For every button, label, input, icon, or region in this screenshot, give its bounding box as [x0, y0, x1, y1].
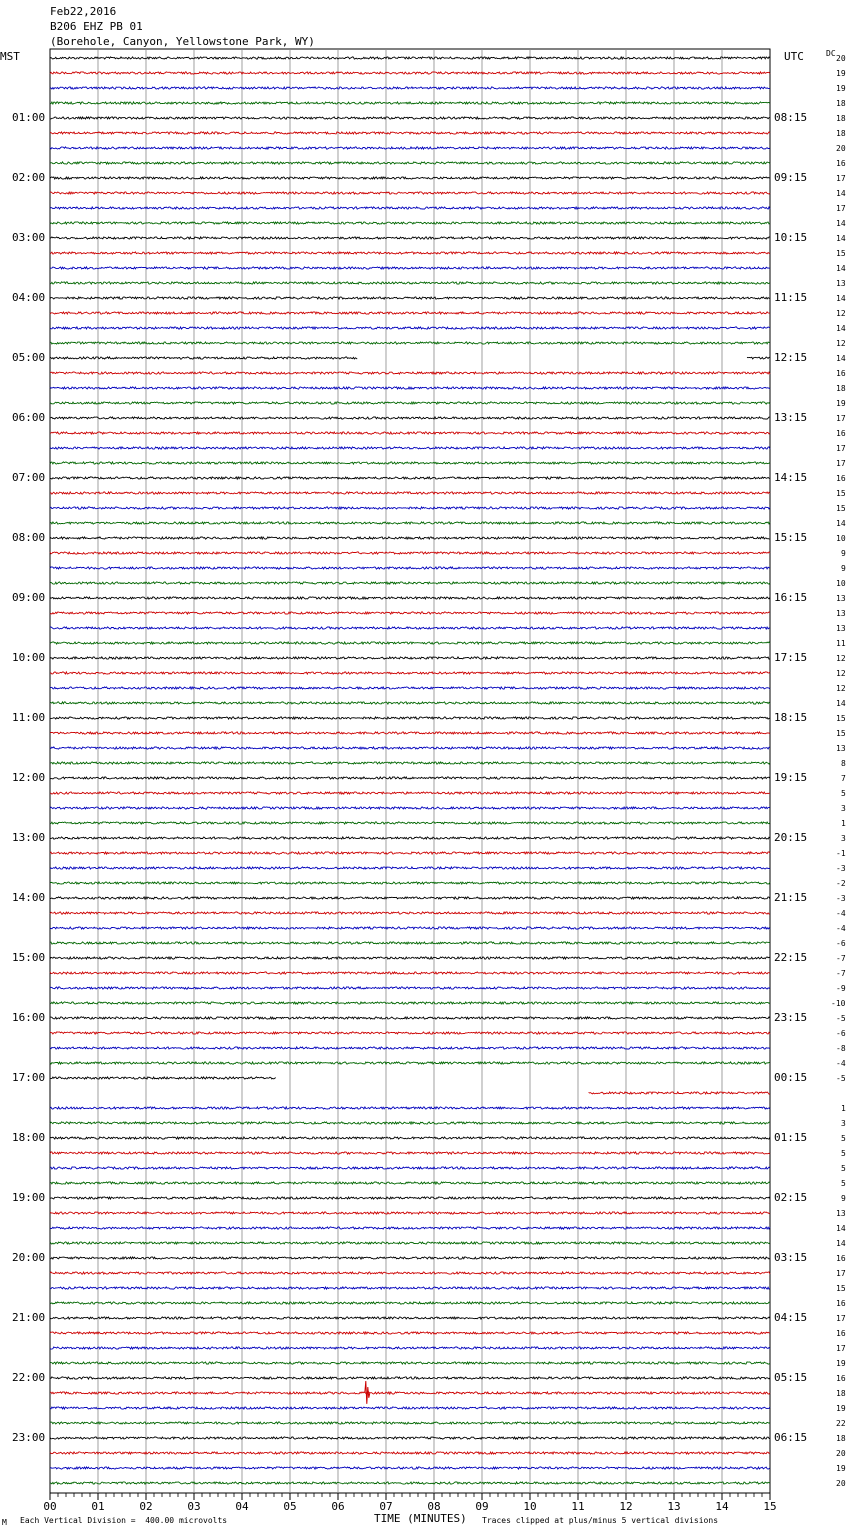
dc-offset-value: 17 [836, 1344, 846, 1353]
dc-offset-value: -9 [836, 984, 846, 993]
dc-offset-value: -5 [836, 1014, 846, 1023]
trace-line [50, 117, 770, 119]
trace-line [50, 687, 770, 689]
trace-line [50, 657, 770, 659]
trace-line [50, 1392, 770, 1394]
trace-line [50, 417, 770, 419]
dc-offset-value: 17 [836, 444, 846, 453]
trace-line [50, 1482, 770, 1484]
hour-label-mst: 13:00 [12, 831, 46, 844]
hour-label-mst: 15:00 [12, 951, 46, 964]
dc-offset-value: 12 [836, 684, 846, 693]
trace-line [50, 1107, 770, 1109]
hour-label-utc: 16:15 [774, 591, 808, 604]
dc-offset-value: 18 [836, 1434, 846, 1443]
x-tick-label: 05 [283, 1500, 297, 1513]
trace-line [50, 837, 770, 839]
trace-line [50, 1437, 770, 1439]
trace-line [50, 1347, 770, 1349]
dc-offset-value: 20 [836, 144, 846, 153]
dc-offset-value: 17 [836, 174, 846, 183]
x-tick-label: 00 [43, 1500, 57, 1513]
hour-label-mst: 07:00 [12, 471, 46, 484]
dc-offset-value: 14 [836, 264, 846, 273]
trace-line [50, 927, 770, 929]
hour-label-utc: 00:15 [774, 1071, 808, 1084]
hour-label-mst: 11:00 [12, 711, 46, 724]
dc-offset-value: 14 [836, 354, 846, 363]
trace-line [50, 372, 770, 374]
dc-offset-value: 15 [836, 249, 846, 258]
dc-offset-value: 1 [841, 1104, 846, 1113]
dc-offset-value: 16 [836, 429, 846, 438]
trace-line [50, 357, 770, 359]
dc-offset-value: 12 [836, 669, 846, 678]
trace-line [50, 222, 770, 224]
trace-line [50, 1467, 770, 1469]
dc-offset-value: 16 [836, 474, 846, 483]
dc-offset-value: 14 [836, 219, 846, 228]
dc-offset-value: 9 [841, 549, 846, 558]
dc-offset-value: 18 [836, 384, 846, 393]
trace-line [589, 1092, 770, 1094]
trace-line [50, 162, 770, 164]
trace-line [50, 1257, 770, 1259]
hour-label-utc: 13:15 [774, 411, 808, 424]
x-tick-label: 10 [523, 1500, 537, 1513]
dc-offset-value: 16 [836, 1374, 846, 1383]
plot-frame [50, 49, 770, 1493]
trace-line [50, 642, 770, 644]
hour-label-mst: 19:00 [12, 1191, 46, 1204]
dc-offset-value: 19 [836, 1359, 846, 1368]
trace-line [50, 807, 770, 809]
dc-offset-value: 20 [836, 1479, 846, 1488]
hour-label-utc: 02:15 [774, 1191, 808, 1204]
hour-label-mst: 06:00 [12, 411, 46, 424]
trace-line [50, 537, 770, 539]
trace-line [50, 507, 770, 509]
dc-offset-value: 17 [836, 204, 846, 213]
trace-line [50, 1212, 770, 1214]
hour-label-mst: 09:00 [12, 591, 46, 604]
trace-line [50, 1062, 770, 1064]
trace-line [50, 447, 770, 449]
trace-line [50, 192, 770, 194]
trace-line [50, 747, 770, 749]
trace-line [50, 72, 770, 74]
x-axis-label: TIME (MINUTES) [374, 1512, 467, 1525]
trace-line [50, 897, 770, 899]
hour-label-mst: 17:00 [12, 1071, 46, 1084]
x-tick-label: 15 [763, 1500, 777, 1513]
x-tick-label: 14 [715, 1500, 729, 1513]
dc-offset-value: -1 [836, 849, 846, 858]
dc-offset-value: 16 [836, 1254, 846, 1263]
trace-line [50, 702, 770, 704]
corner-mark: M [2, 1518, 7, 1527]
trace-line [50, 1032, 770, 1034]
trace-line [50, 1407, 770, 1409]
trace-line [50, 972, 770, 974]
dc-offset-value: -2 [836, 879, 846, 888]
dc-offset-value: -3 [836, 864, 846, 873]
trace-line [50, 777, 770, 779]
plot-date: Feb22,2016 [50, 5, 117, 18]
dc-offset-value: 18 [836, 129, 846, 138]
trace-line [50, 1272, 770, 1274]
hour-label-utc: 19:15 [774, 771, 808, 784]
trace-line [50, 1017, 770, 1019]
x-tick-label: 08 [427, 1500, 441, 1513]
dc-offset-value: -4 [836, 924, 846, 933]
dc-offset-value: 9 [841, 564, 846, 573]
trace-line [50, 1377, 770, 1379]
x-tick-label: 12 [619, 1500, 633, 1513]
hour-label-mst: 10:00 [12, 651, 46, 664]
dc-offset-value: 15 [836, 729, 846, 738]
dc-offset-value: 18 [836, 99, 846, 108]
x-tick-label: 04 [235, 1500, 249, 1513]
dc-offset-value: 13 [836, 279, 846, 288]
hour-label-utc: 11:15 [774, 291, 808, 304]
dc-offset-value: 13 [836, 609, 846, 618]
trace-line [50, 57, 770, 59]
trace-line [50, 252, 770, 254]
dc-offset-value: 5 [841, 789, 846, 798]
trace-line [50, 1167, 770, 1169]
trace-line [50, 1452, 770, 1454]
dc-offset-value: 13 [836, 594, 846, 603]
hour-label-mst: 12:00 [12, 771, 46, 784]
trace-line [50, 147, 770, 149]
dc-offset-value: 17 [836, 459, 846, 468]
trace-line [50, 267, 770, 269]
trace-line [50, 1137, 770, 1139]
x-tick-label: 11 [571, 1500, 585, 1513]
trace-line [50, 852, 770, 854]
dc-offset-value: 10 [836, 534, 846, 543]
dc-offset-value: 17 [836, 1269, 846, 1278]
hour-label-mst: 16:00 [12, 1011, 46, 1024]
station-location: (Borehole, Canyon, Yellowstone Park, WY) [50, 35, 315, 48]
hour-label-utc: 21:15 [774, 891, 808, 904]
hour-label-mst: 01:00 [12, 111, 46, 124]
dc-offset-value: 14 [836, 1224, 846, 1233]
hour-label-utc: 17:15 [774, 651, 808, 664]
trace-line [50, 912, 770, 914]
trace-line [50, 627, 770, 629]
hour-label-utc: 15:15 [774, 531, 808, 544]
dc-offset-value: 5 [841, 1134, 846, 1143]
scale-note: Each Vertical Division = 400.00 microvolts [20, 1516, 228, 1525]
dc-offset-value: -10 [831, 999, 846, 1008]
trace-line [50, 492, 770, 494]
trace-line [50, 1227, 770, 1229]
dc-offset-value: -6 [836, 939, 846, 948]
trace-line [50, 612, 770, 614]
trace-line [50, 237, 770, 239]
hour-label-utc: 05:15 [774, 1371, 808, 1384]
trace-line [50, 1002, 770, 1004]
clip-note: Traces clipped at plus/minus 5 vertical divisions [482, 1516, 719, 1525]
dc-offset-value: 18 [836, 114, 846, 123]
trace-line [50, 312, 770, 314]
dc-offset-value: 14 [836, 294, 846, 303]
trace-line [50, 87, 770, 89]
trace-line [50, 1152, 770, 1154]
hour-label-mst: 22:00 [12, 1371, 46, 1384]
hour-label-mst: 20:00 [12, 1251, 46, 1264]
hour-label-utc: 18:15 [774, 711, 808, 724]
dc-offset-value: 18 [836, 1389, 846, 1398]
trace-line [50, 582, 770, 584]
dc-offset-value: 3 [841, 804, 846, 813]
hour-label-mst: 21:00 [12, 1311, 46, 1324]
trace-line [50, 462, 770, 464]
hour-label-mst: 05:00 [12, 351, 46, 364]
trace-line [50, 762, 770, 764]
trace-line [50, 957, 770, 959]
dc-offset-value: 14 [836, 324, 846, 333]
dc-offset-value: 17 [836, 414, 846, 423]
hour-label-utc: 04:15 [774, 1311, 808, 1324]
dc-offset-value: 19 [836, 399, 846, 408]
dc-offset-value: -7 [836, 969, 846, 978]
hour-label-mst: 08:00 [12, 531, 46, 544]
dc-offset-value: 14 [836, 699, 846, 708]
trace-line [50, 1242, 770, 1244]
trace-line [50, 207, 770, 209]
trace-line [50, 282, 770, 284]
dc-offset-value: 3 [841, 1119, 846, 1128]
dc-label: DC [826, 49, 836, 58]
dc-offset-value: 15 [836, 1284, 846, 1293]
trace-line [50, 1332, 770, 1334]
trace-line [50, 1287, 770, 1289]
dc-offset-value: -5 [836, 1074, 846, 1083]
dc-offset-value: -7 [836, 954, 846, 963]
trace-line [50, 1302, 770, 1304]
dc-offset-value: 16 [836, 369, 846, 378]
trace-line [50, 1122, 770, 1124]
hour-label-mst: 04:00 [12, 291, 46, 304]
trace-line [50, 1362, 770, 1364]
dc-offset-value: 14 [836, 189, 846, 198]
dc-offset-value: 8 [841, 759, 846, 768]
trace-line [50, 792, 770, 794]
trace-line [50, 1047, 770, 1049]
trace-line [50, 567, 770, 569]
dc-offset-value: 13 [836, 744, 846, 753]
x-tick-label: 02 [139, 1500, 153, 1513]
dc-offset-value: 11 [836, 639, 846, 648]
dc-offset-value: 14 [836, 519, 846, 528]
dc-offset-value: -4 [836, 1059, 846, 1068]
dc-offset-value: 17 [836, 1314, 846, 1323]
dc-offset-value: 12 [836, 339, 846, 348]
hour-label-mst: 14:00 [12, 891, 46, 904]
dc-offset-value: 22 [836, 1419, 846, 1428]
hour-label-mst: 02:00 [12, 171, 46, 184]
trace-line [50, 867, 770, 869]
trace-line [50, 432, 770, 434]
dc-offset-value: 20 [836, 1449, 846, 1458]
trace-line [50, 717, 770, 719]
dc-offset-value: 5 [841, 1149, 846, 1158]
hour-label-utc: 23:15 [774, 1011, 808, 1024]
dc-offset-value: 14 [836, 1239, 846, 1248]
dc-offset-value: 15 [836, 489, 846, 498]
x-tick-label: 07 [379, 1500, 393, 1513]
dc-offset-value: -8 [836, 1044, 846, 1053]
dc-offset-value: 7 [841, 774, 846, 783]
hour-label-utc: 08:15 [774, 111, 808, 124]
dc-offset-value: -6 [836, 1029, 846, 1038]
dc-offset-value: 1 [841, 819, 846, 828]
hour-label-utc: 14:15 [774, 471, 808, 484]
hour-label-mst: 18:00 [12, 1131, 46, 1144]
trace-line [50, 102, 770, 104]
trace-line [50, 402, 770, 404]
trace-line [50, 477, 770, 479]
trace-line [50, 522, 770, 524]
dc-offset-value: 13 [836, 624, 846, 633]
hour-label-utc: 09:15 [774, 171, 808, 184]
trace-line [50, 1422, 770, 1424]
hour-label-utc: 10:15 [774, 231, 808, 244]
trace-line [50, 987, 770, 989]
trace-line [50, 597, 770, 599]
dc-offset-value: 13 [836, 1209, 846, 1218]
hour-label-utc: 22:15 [774, 951, 808, 964]
trace-line [50, 327, 770, 329]
station-code: B206 EHZ PB 01 [50, 20, 143, 33]
dc-offset-value: 15 [836, 714, 846, 723]
hour-label-utc: 06:15 [774, 1431, 808, 1444]
hour-label-mst: 23:00 [12, 1431, 46, 1444]
hour-label-utc: 20:15 [774, 831, 808, 844]
trace-line [50, 672, 770, 674]
dc-offset-value: 10 [836, 579, 846, 588]
dc-offset-value: 5 [841, 1164, 846, 1173]
x-tick-label: 13 [667, 1500, 681, 1513]
dc-offset-value: 19 [836, 84, 846, 93]
left-timezone-label: MST [0, 50, 20, 63]
dc-offset-value: 15 [836, 504, 846, 513]
trace-line [50, 132, 770, 134]
trace-line [50, 822, 770, 824]
dc-offset-value: -4 [836, 909, 846, 918]
dc-offset-value: -3 [836, 894, 846, 903]
x-tick-label: 03 [187, 1500, 201, 1513]
hour-label-utc: 01:15 [774, 1131, 808, 1144]
trace-line [50, 732, 770, 734]
x-tick-label: 09 [475, 1500, 489, 1513]
trace-line [50, 942, 770, 944]
trace-line [50, 177, 770, 179]
dc-offset-value: 9 [841, 1194, 846, 1203]
dc-offset-value: 14 [836, 234, 846, 243]
dc-offset-value: 16 [836, 159, 846, 168]
trace-line [50, 882, 770, 884]
hour-label-utc: 12:15 [774, 351, 808, 364]
dc-offset-value: 12 [836, 654, 846, 663]
trace-line [50, 387, 770, 389]
dc-offset-value: 19 [836, 1464, 846, 1473]
dc-offset-value: 19 [836, 69, 846, 78]
hour-label-utc: 03:15 [774, 1251, 808, 1264]
trace-line [50, 1197, 770, 1199]
x-tick-label: 01 [91, 1500, 105, 1513]
trace-line [50, 342, 770, 344]
dc-offset-value: 5 [841, 1179, 846, 1188]
dc-offset-value: 16 [836, 1299, 846, 1308]
trace-line [50, 552, 770, 554]
dc-offset-value: 16 [836, 1329, 846, 1338]
dc-offset-value: 20 [836, 54, 846, 63]
right-timezone-label: UTC [784, 50, 804, 63]
hour-label-mst: 03:00 [12, 231, 46, 244]
trace-line [50, 297, 770, 299]
trace-line [50, 1317, 770, 1319]
dc-offset-value: 19 [836, 1404, 846, 1413]
dc-offset-value: 12 [836, 309, 846, 318]
x-tick-label: 06 [331, 1500, 345, 1513]
trace-line [50, 1182, 770, 1184]
dc-offset-value: 3 [841, 834, 846, 843]
